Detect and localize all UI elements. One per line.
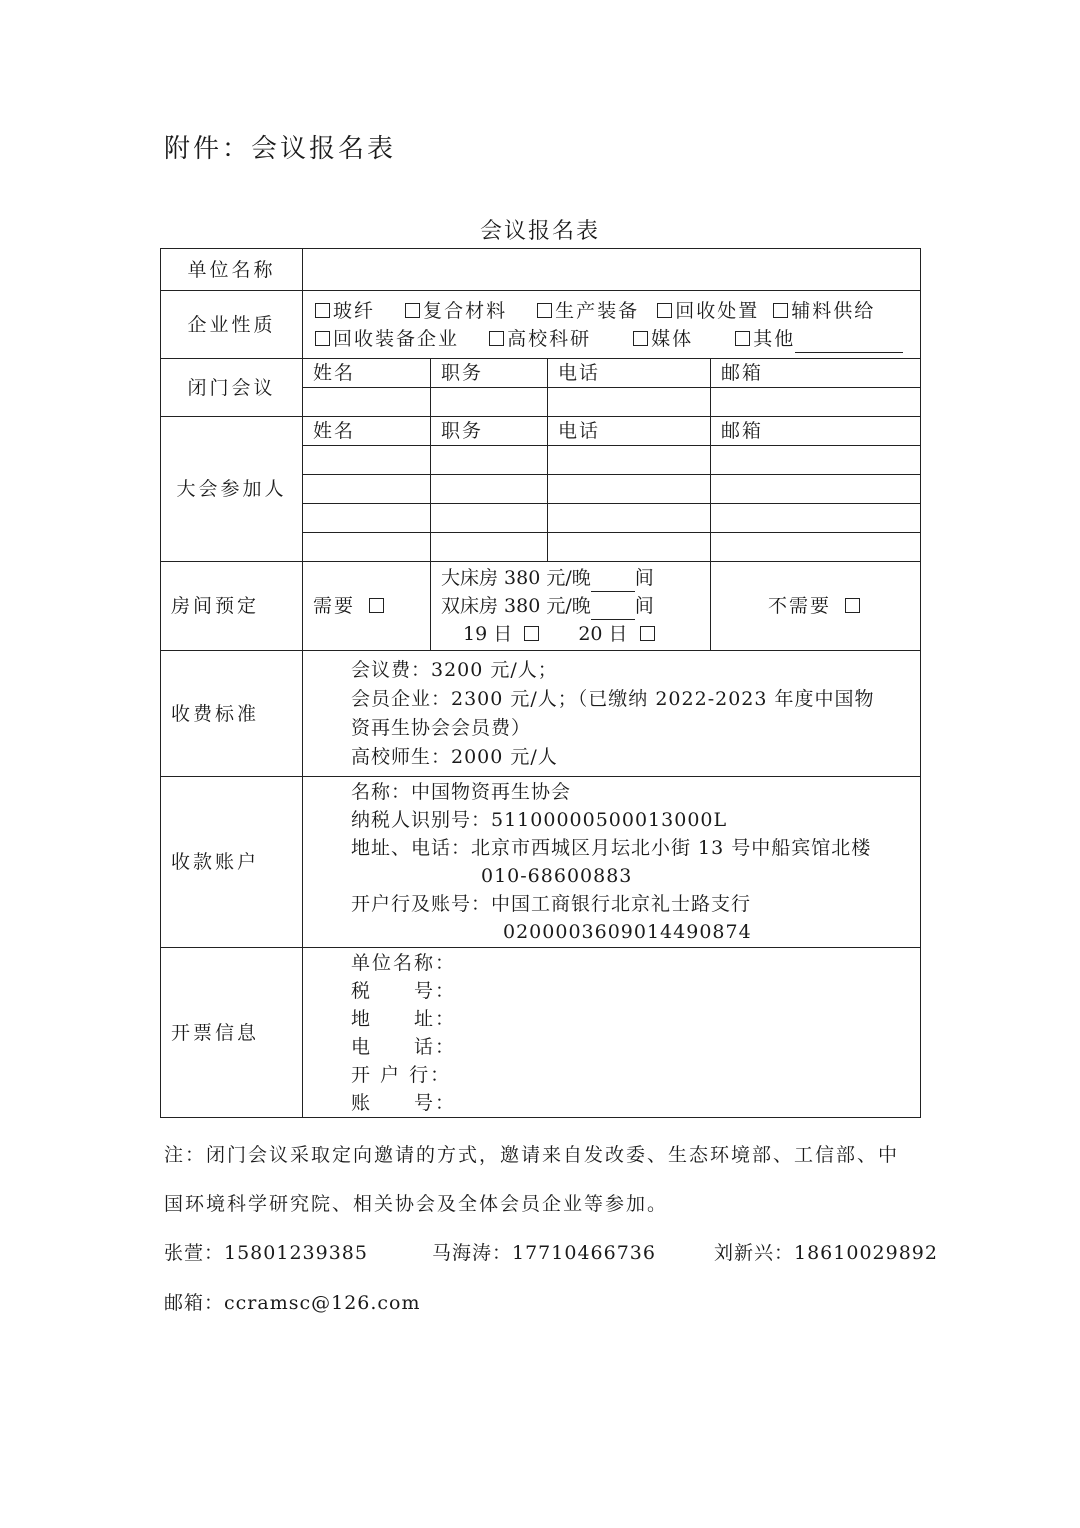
table-cell[interactable] bbox=[711, 504, 921, 533]
room-need-cell bbox=[303, 562, 431, 651]
invoice-phone: 电 话： bbox=[351, 1035, 457, 1058]
twin-room-unit: 间 bbox=[634, 595, 654, 617]
room-no-need-label: 不需要 bbox=[767, 595, 831, 617]
row-attendees-header bbox=[161, 417, 921, 446]
contact-liu: 刘新兴：18610029892 bbox=[714, 1242, 938, 1264]
row-unit-name bbox=[161, 249, 921, 291]
table-cell[interactable] bbox=[711, 388, 921, 417]
table-cell[interactable] bbox=[431, 446, 548, 475]
room-no-need-cell bbox=[711, 562, 921, 651]
closed-col-position: 职务 bbox=[431, 359, 548, 388]
invoice-address: 地 址： bbox=[351, 1007, 457, 1030]
table-cell[interactable] bbox=[548, 388, 711, 417]
note-line-2: 国环境科学研究院、相关协会及全体会员企业等参加。 bbox=[164, 1193, 669, 1215]
table-cell[interactable] bbox=[431, 504, 548, 533]
unit-name-field[interactable] bbox=[303, 249, 921, 291]
row-account bbox=[161, 777, 921, 948]
invoice-bank: 开 户 行： bbox=[351, 1063, 452, 1086]
day-20-label: 20 日 bbox=[578, 623, 628, 645]
option-university-research[interactable]: 高校科研 bbox=[489, 328, 591, 350]
account-address: 地址、电话：北京市西城区月坛北小街 13 号中船宾馆北楼 bbox=[351, 837, 872, 859]
checkbox[interactable] bbox=[657, 303, 672, 318]
closed-col-phone: 电话 bbox=[548, 359, 711, 388]
option-media[interactable]: 媒体 bbox=[633, 328, 693, 350]
table-cell[interactable] bbox=[711, 533, 921, 562]
row-closed-meeting-header bbox=[161, 359, 921, 388]
table-cell[interactable] bbox=[548, 533, 711, 562]
room-need-checkbox[interactable] bbox=[369, 598, 384, 613]
day-20-checkbox[interactable] bbox=[640, 626, 655, 641]
closed-col-name: 姓名 bbox=[303, 359, 431, 388]
contact-zhang: 张萱：15801239385 bbox=[164, 1242, 368, 1264]
attendees-label: 大会参加人 bbox=[161, 417, 303, 562]
fee-member: 会员企业：2300 元/人；（已缴纳 2022-2023 年度中国物 bbox=[351, 687, 875, 710]
account-label: 收款账户 bbox=[161, 777, 303, 948]
contact-ma: 马海涛：17710466736 bbox=[432, 1242, 656, 1264]
option-recycling-equipment[interactable]: 回收装备企业 bbox=[315, 328, 459, 350]
invoice-tax-number: 税 号： bbox=[351, 979, 457, 1002]
invoice-label: 开票信息 bbox=[161, 948, 303, 1118]
table-cell[interactable] bbox=[431, 475, 548, 504]
king-room-unit: 间 bbox=[634, 567, 654, 589]
checkbox[interactable] bbox=[315, 331, 330, 346]
option-production-equipment[interactable]: 生产装备 bbox=[537, 300, 639, 322]
attachment-heading: 附件：会议报名表 bbox=[164, 134, 397, 164]
twin-room-label: 双床房 380 元/晚 bbox=[441, 595, 591, 617]
account-content bbox=[303, 777, 921, 948]
room-type-cell bbox=[431, 562, 711, 651]
fees-label: 收费标准 bbox=[161, 651, 303, 777]
option-auxiliary-supply[interactable]: 辅料供给 bbox=[773, 300, 875, 322]
table-cell[interactable] bbox=[431, 388, 548, 417]
row-room-booking bbox=[161, 562, 921, 651]
fees-content bbox=[303, 651, 921, 777]
table-cell[interactable] bbox=[711, 475, 921, 504]
table-cell[interactable] bbox=[431, 533, 548, 562]
form-title: 会议报名表 bbox=[479, 219, 600, 244]
row-fees bbox=[161, 651, 921, 777]
table-cell[interactable] bbox=[548, 475, 711, 504]
other-blank[interactable] bbox=[795, 352, 903, 353]
table-cell[interactable] bbox=[303, 533, 431, 562]
option-other[interactable]: 其他 bbox=[735, 328, 903, 350]
table-cell[interactable] bbox=[303, 504, 431, 533]
option-composite[interactable]: 复合材料 bbox=[405, 300, 507, 322]
account-bank: 开户行及账号：中国工商银行北京礼士路支行 bbox=[351, 893, 752, 915]
fee-meeting: 会议费：3200 元/人； bbox=[351, 658, 558, 681]
attendees-col-position: 职务 bbox=[431, 417, 548, 446]
row-enterprise-nature bbox=[161, 291, 921, 359]
invoice-account: 账 号： bbox=[351, 1091, 457, 1114]
account-tax-id: 纳税人识别号：51100000500013000L bbox=[351, 809, 728, 831]
table-cell[interactable] bbox=[303, 446, 431, 475]
checkbox[interactable] bbox=[735, 331, 750, 346]
fee-member-note: 资再生协会会员费） bbox=[351, 716, 532, 739]
attendees-col-phone: 电话 bbox=[548, 417, 711, 446]
table-cell[interactable] bbox=[548, 504, 711, 533]
king-room-label: 大床房 380 元/晚 bbox=[441, 567, 591, 589]
enterprise-nature-label: 企业性质 bbox=[161, 291, 303, 359]
table-cell[interactable] bbox=[303, 388, 431, 417]
invoice-content bbox=[303, 948, 921, 1118]
closed-meeting-label: 闭门会议 bbox=[161, 359, 303, 417]
option-recycling-disposal[interactable]: 回收处置 bbox=[657, 300, 759, 322]
unit-name-label: 单位名称 bbox=[161, 249, 303, 291]
option-glass-fiber[interactable]: 玻纤 bbox=[315, 300, 375, 322]
note-line-1: 注：闭门会议采取定向邀请的方式，邀请来自发改委、生态环境部、工信部、中 bbox=[164, 1144, 900, 1166]
attendees-col-name: 姓名 bbox=[303, 417, 431, 446]
registration-form bbox=[160, 248, 921, 1118]
room-need-label: 需要 bbox=[313, 595, 356, 617]
account-number: 0200003609014490874 bbox=[503, 921, 752, 943]
day-19-label: 19 日 bbox=[463, 623, 513, 645]
checkbox[interactable] bbox=[633, 331, 648, 346]
fee-university: 高校师生：2000 元/人 bbox=[351, 745, 558, 768]
checkbox[interactable] bbox=[489, 331, 504, 346]
day-19-checkbox[interactable] bbox=[524, 626, 539, 641]
checkbox[interactable] bbox=[537, 303, 552, 318]
table-cell[interactable] bbox=[303, 475, 431, 504]
contact-email: 邮箱：ccramsc@126.com bbox=[164, 1292, 421, 1314]
account-name: 名称：中国物资再生协会 bbox=[351, 781, 572, 803]
closed-col-email: 邮箱 bbox=[711, 359, 921, 388]
room-booking-label: 房间预定 bbox=[161, 562, 303, 651]
checkbox[interactable] bbox=[405, 303, 420, 318]
checkbox[interactable] bbox=[773, 303, 788, 318]
enterprise-nature-options bbox=[303, 291, 921, 359]
attendees-col-email: 邮箱 bbox=[711, 417, 921, 446]
row-invoice bbox=[161, 948, 921, 1118]
table-cell[interactable] bbox=[711, 446, 921, 475]
checkbox[interactable] bbox=[315, 303, 330, 318]
account-phone: 010-68600883 bbox=[481, 865, 633, 887]
invoice-unit-name: 单位名称： bbox=[351, 951, 457, 974]
table-cell[interactable] bbox=[548, 446, 711, 475]
room-no-need-checkbox[interactable] bbox=[845, 598, 860, 613]
